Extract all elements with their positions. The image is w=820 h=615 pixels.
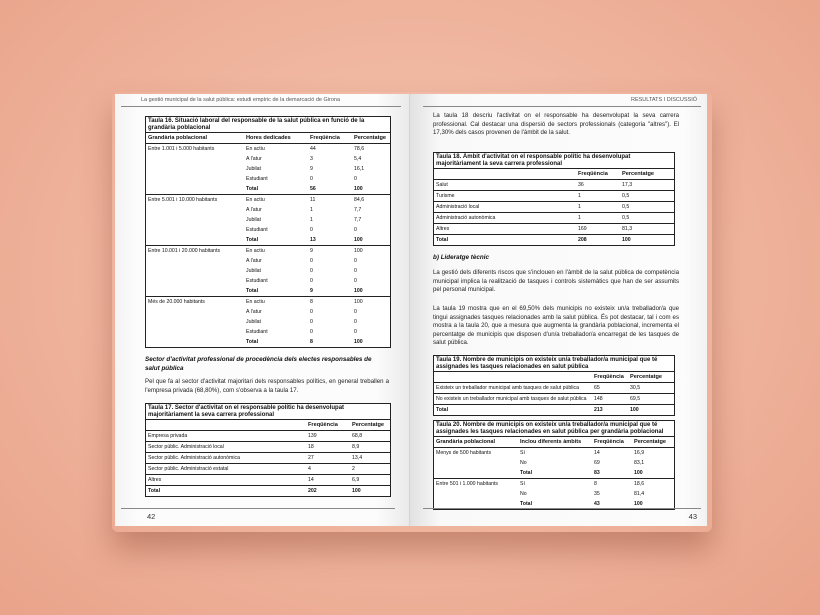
t16-row [146, 174, 390, 184]
t18-header: Freqüència [576, 169, 620, 180]
t16-cell: 8 [310, 299, 313, 306]
t20-cell: 18,6 [634, 481, 645, 488]
t18-cell: Turisme [434, 191, 576, 202]
t20-cell: No [520, 460, 527, 467]
running-head-right: RESULTATS I DISCUSSIÓ [630, 97, 697, 103]
t16-row [146, 225, 390, 235]
t20-header: Freqüència [592, 437, 632, 448]
paragraph-lideratge-2: La taula 19 mostra que en el 69,50% dels municipis no existeix un/a treballador/a que tingui assignades tasques relacionades amb la salut pública. És pot destacar, tal i com es mostra a la taula 20, que a mesura que augmenta la grandària poblacional, incrementa el percentatge de municipis que disposen d'un/a treballador/a encarregat de les tasques de salut pública. [433, 305, 679, 347]
t17-row [146, 464, 390, 475]
t20-cell: 16,9 [634, 450, 645, 457]
t19-header [434, 372, 592, 383]
t16-cell: 0 [354, 278, 357, 285]
t16-row [146, 144, 390, 155]
t19-row [434, 394, 674, 405]
t19-cell: No existeix un treballador municipal amb tasques de salut pública [434, 394, 592, 405]
table-16 [145, 116, 391, 348]
table-20-grid [434, 437, 674, 509]
t16-row [146, 266, 390, 276]
t16-cell: 9 [308, 286, 352, 297]
t16-cell: 0 [354, 227, 357, 234]
t16-row [146, 317, 390, 327]
t20-row [434, 468, 674, 479]
t16-cell: 100 [352, 235, 390, 246]
t16-group-label [146, 317, 244, 327]
t16-cell: Total [244, 286, 308, 297]
table-17-grid [146, 420, 390, 496]
t18-row [434, 213, 674, 224]
left-page [115, 94, 411, 526]
footer-rule [423, 508, 701, 509]
t18-cell: 100 [622, 237, 631, 244]
t16-cell: A l'atur [246, 156, 262, 163]
t16-cell: 0 [354, 319, 357, 326]
t16-header: Hores dedicades [244, 133, 308, 144]
t16-cell: Jubilat [246, 166, 261, 173]
t16-group-label: Entre 1.001 i 5.000 habitants [148, 146, 215, 153]
header-rule [121, 106, 401, 107]
t20-cell: Sí [520, 481, 525, 488]
table-20-caption: Taula 20. Nombre de municipis on existeix un/a treballador/a municipal que té assignades les tasques relacionades en salut pública per grandària poblacional [434, 421, 674, 437]
t16-cell: Jubilat [246, 217, 261, 224]
t16-cell: 0 [354, 176, 357, 183]
t16-row [146, 286, 390, 297]
t16-cell: 100 [354, 339, 363, 346]
t18-cell: 0,5 [620, 213, 674, 224]
t20-row [434, 448, 674, 459]
t16-cell: En actiu [246, 197, 265, 204]
t16-group-label [146, 337, 244, 347]
t18-cell: 1 [576, 202, 620, 213]
section-heading-sector: Sector d'activitat professional de procedència dels electes responsables de salut pública [145, 356, 372, 372]
t20-cell: 81,4 [634, 491, 645, 498]
table-16-grid [146, 133, 390, 347]
t20-cell: No [520, 491, 527, 498]
t16-row [146, 307, 390, 317]
t16-row [146, 205, 390, 215]
table-18-grid [434, 169, 674, 245]
t17-cell: Sector públic. Administració local [146, 442, 306, 453]
t20-cell: Total [520, 501, 533, 508]
t17-header: Freqüència [306, 420, 350, 431]
t16-group-label [146, 225, 244, 235]
t16-cell: 0 [310, 278, 313, 285]
t16-group-label [146, 327, 244, 337]
t16-cell: Estudiant [246, 278, 268, 285]
t16-cell: 0 [310, 309, 313, 316]
t16-cell: Jubilat [246, 319, 261, 326]
t17-cell: 8,9 [350, 442, 390, 453]
t20-cell: 83,1 [634, 460, 645, 467]
t17-cell: 100 [352, 488, 361, 495]
t20-cell: 8 [594, 481, 597, 488]
t18-cell: 1 [576, 213, 620, 224]
t16-group-label: Entre 5.001 i 10.000 habitants [148, 197, 218, 204]
header-rule [423, 106, 701, 107]
t16-row [146, 297, 390, 308]
table-16-caption: Taula 16. Situació laboral del responsable de la salut pública en funció de la grandària poblacional [146, 117, 390, 133]
footer-rule [121, 508, 395, 509]
t20-cell: Sí [520, 450, 525, 457]
t17-cell: 27 [306, 453, 350, 464]
t16-row [146, 256, 390, 266]
t17-cell: Altres [146, 475, 306, 486]
t20-row [434, 458, 674, 468]
t16-header: Grandària poblacional [146, 133, 244, 144]
t16-cell: 84,6 [354, 197, 365, 204]
t16-cell: 100 [352, 184, 390, 195]
t16-cell: En actiu [246, 248, 265, 255]
t19-cell: 213 [594, 407, 603, 414]
t19-cell: Total [436, 407, 449, 414]
t16-cell: 0 [310, 258, 313, 265]
t18-cell: 1 [576, 191, 620, 202]
t18-cell: 81,3 [620, 224, 674, 235]
t16-cell: 100 [354, 248, 363, 255]
t16-group-label [146, 286, 244, 297]
t16-row [146, 246, 390, 257]
t16-group-label [146, 184, 244, 195]
t16-group-label: Entre 10.001 i 20.000 habitants [148, 248, 221, 255]
t20-cell: 14 [594, 450, 600, 457]
t16-group-label [146, 256, 244, 266]
t17-cell: Sector públic. Administració estatal [146, 464, 306, 475]
t19-row [434, 405, 674, 416]
table-17-caption: Taula 17. Sector d'activitat on el responsable polític ha desenvolupat majoritàriament la seva carrera professional [146, 404, 390, 420]
t16-row [146, 215, 390, 225]
t16-cell: Estudiant [246, 176, 268, 183]
t16-cell: 11 [310, 197, 316, 204]
t18-row [434, 202, 674, 213]
t18-cell: 0,5 [620, 202, 674, 213]
t16-row [146, 154, 390, 164]
t16-cell: 0 [310, 329, 313, 336]
t17-row [146, 431, 390, 442]
t20-cell: 69 [594, 460, 600, 467]
t16-row [146, 327, 390, 337]
t17-cell: 4 [306, 464, 350, 475]
t18-row [434, 180, 674, 191]
t16-group-label [146, 215, 244, 225]
t16-cell: 0 [354, 258, 357, 265]
t16-cell: 0 [354, 309, 357, 316]
paragraph-sector: Pel que fa al sector d'activitat majoritari dels responsables polítics, en general treballen a l'empresa privada (68,80%), com s'observa a la taula 17. [145, 378, 389, 394]
t16-row [146, 235, 390, 246]
t18-header: Percentatge [620, 169, 674, 180]
t20-row [434, 489, 674, 499]
section-heading-lideratge: b) Lideratge tècnic [433, 254, 489, 261]
t20-header: Grandària poblacional [434, 437, 518, 448]
t16-cell: 100 [354, 299, 363, 306]
t16-cell: A l'atur [246, 309, 262, 316]
t16-cell: 1 [310, 217, 313, 224]
t18-row [434, 191, 674, 202]
t16-cell: 44 [310, 146, 316, 153]
t16-cell: 7,7 [354, 207, 362, 214]
t16-cell: 7,7 [354, 217, 362, 224]
t17-cell: 202 [308, 488, 317, 495]
t16-cell: Total [244, 235, 308, 246]
t16-cell: 9 [310, 166, 313, 173]
t19-row [434, 383, 674, 394]
t18-cell: Administració local [434, 202, 576, 213]
t16-cell: Jubilat [246, 268, 261, 275]
t17-row [146, 475, 390, 486]
t19-header: Freqüència [592, 372, 628, 383]
t16-group-label [146, 276, 244, 286]
t17-header: Percentatge [350, 420, 390, 431]
t18-row [434, 224, 674, 235]
t18-row [434, 235, 674, 246]
table-17 [145, 403, 391, 497]
t16-group-label [146, 205, 244, 215]
table-20 [433, 420, 675, 510]
t18-cell: 17,3 [620, 180, 674, 191]
t16-group-label [146, 174, 244, 184]
table-19 [433, 355, 675, 416]
t17-header [146, 420, 306, 431]
t16-group-label [146, 164, 244, 174]
t16-cell: 0 [310, 319, 313, 326]
t20-group-label: Entre 501 i 1.000 habitants [436, 481, 499, 488]
t17-row [146, 453, 390, 464]
t19-cell: 65 [592, 383, 628, 394]
t20-row [434, 479, 674, 490]
t20-cell: 100 [634, 501, 643, 508]
t20-header: Inclou diferents àmbits [518, 437, 592, 448]
t16-cell: Total [244, 184, 308, 195]
t16-cell: A l'atur [246, 207, 262, 214]
t18-cell: 0,5 [620, 191, 674, 202]
t16-cell: 0 [310, 176, 313, 183]
t20-cell: 43 [594, 501, 600, 508]
t17-cell: 6,9 [350, 475, 390, 486]
t18-cell: 36 [576, 180, 620, 191]
t18-header [434, 169, 576, 180]
table-18 [433, 152, 675, 246]
t17-row [146, 442, 390, 453]
t18-cell: Salut [434, 180, 576, 191]
t16-cell: 56 [308, 184, 352, 195]
t16-group-label [146, 266, 244, 276]
t18-cell: 208 [578, 237, 587, 244]
t16-cell: 0 [354, 329, 357, 336]
t20-cell: 83 [592, 468, 632, 479]
t20-cell: 100 [632, 468, 674, 479]
t19-header: Percentatge [628, 372, 674, 383]
t16-group-label [146, 307, 244, 317]
table-19-grid [434, 372, 674, 415]
t16-cell: En actiu [246, 146, 265, 153]
t20-group-label [434, 458, 518, 468]
t17-row [146, 486, 390, 497]
t16-row [146, 164, 390, 174]
t16-row [146, 184, 390, 195]
t16-group-label [146, 154, 244, 164]
t17-cell: Total [148, 488, 161, 495]
t20-cell: 35 [594, 491, 600, 498]
t16-cell: 3 [310, 156, 313, 163]
t16-cell: 9 [310, 248, 313, 255]
page-number-right: 43 [688, 512, 697, 521]
t16-cell: 78,6 [354, 146, 365, 153]
t19-cell: 100 [630, 407, 639, 414]
t16-cell: 100 [352, 286, 390, 297]
t16-cell: 5,4 [354, 156, 362, 163]
t16-group-label: Més de 20.000 habitants [148, 299, 205, 306]
t16-cell: 0 [310, 268, 313, 275]
t17-cell: 68,8 [350, 431, 390, 442]
t16-cell: 13 [308, 235, 352, 246]
t20-header: Percentatge [632, 437, 674, 448]
t16-cell: Estudiant [246, 227, 268, 234]
t16-cell: 16,1 [354, 166, 365, 173]
t20-group-label [434, 468, 518, 479]
paragraph-lideratge-1: La gestió dels diferents riscos que s'inclouen en l'àmbit de la salut pública de competència municipal implica la realització de tasques i controls sistemàtics que han de ser assumits pel personal municipal. [433, 269, 679, 294]
t16-group-label [146, 235, 244, 246]
t20-cell: Total [518, 468, 592, 479]
t16-row [146, 195, 390, 206]
page-number-left: 42 [147, 512, 156, 521]
t17-cell: 2 [350, 464, 390, 475]
t16-header: Freqüència [308, 133, 352, 144]
t17-cell: Empresa privada [146, 431, 306, 442]
t16-header: Percentatge [352, 133, 390, 144]
t19-cell: Existeix un treballador municipal amb tasques de salut pública [434, 383, 592, 394]
t16-cell: En actiu [246, 299, 265, 306]
t16-row [146, 276, 390, 286]
running-head-left: La gestió municipal de la salut pública: estudi empíric de la demarcació de Girona [141, 97, 341, 103]
paragraph-intro: La taula 18 descriu l'activitat on el responsable ha desenvolupat la seva carrera professional. Cal destacar una dispersió de sectors professionals (categoria "altres"). El 17,30% dels casos provenen de l'àmbit de la salut. [433, 112, 679, 137]
right-page [411, 94, 707, 526]
t16-row [146, 337, 390, 347]
table-18-caption: Taula 18. Àmbit d'activitat on el responsable polític ha desenvolupat majoritàriament la seva carrera professional [434, 153, 674, 169]
t17-cell: Sector públic. Administració autonòmica [146, 453, 306, 464]
t19-cell: 69,5 [628, 394, 674, 405]
t18-cell: Altres [434, 224, 576, 235]
t16-cell: 0 [354, 268, 357, 275]
t17-cell: 18 [306, 442, 350, 453]
t20-group-label: Menys de 500 habitants [436, 450, 492, 457]
t16-cell: 8 [310, 339, 313, 346]
table-19-caption: Taula 19. Nombre de municipis on existeix un/a treballador/a municipal que té assignades les tasques relacionades en salut pública [434, 356, 674, 372]
t18-cell: Administració autonòmica [434, 213, 576, 224]
t17-cell: 14 [306, 475, 350, 486]
t16-cell: 1 [310, 207, 313, 214]
t17-cell: 13,4 [350, 453, 390, 464]
t19-cell: 148 [592, 394, 628, 405]
t18-cell: Total [436, 237, 449, 244]
t20-group-label [434, 489, 518, 499]
t17-cell: 139 [306, 431, 350, 442]
t19-cell: 30,5 [628, 383, 674, 394]
t16-cell: Total [246, 339, 259, 346]
t16-cell: A l'atur [246, 258, 262, 265]
t18-cell: 169 [576, 224, 620, 235]
t16-cell: Estudiant [246, 329, 268, 336]
t16-cell: 0 [310, 227, 313, 234]
